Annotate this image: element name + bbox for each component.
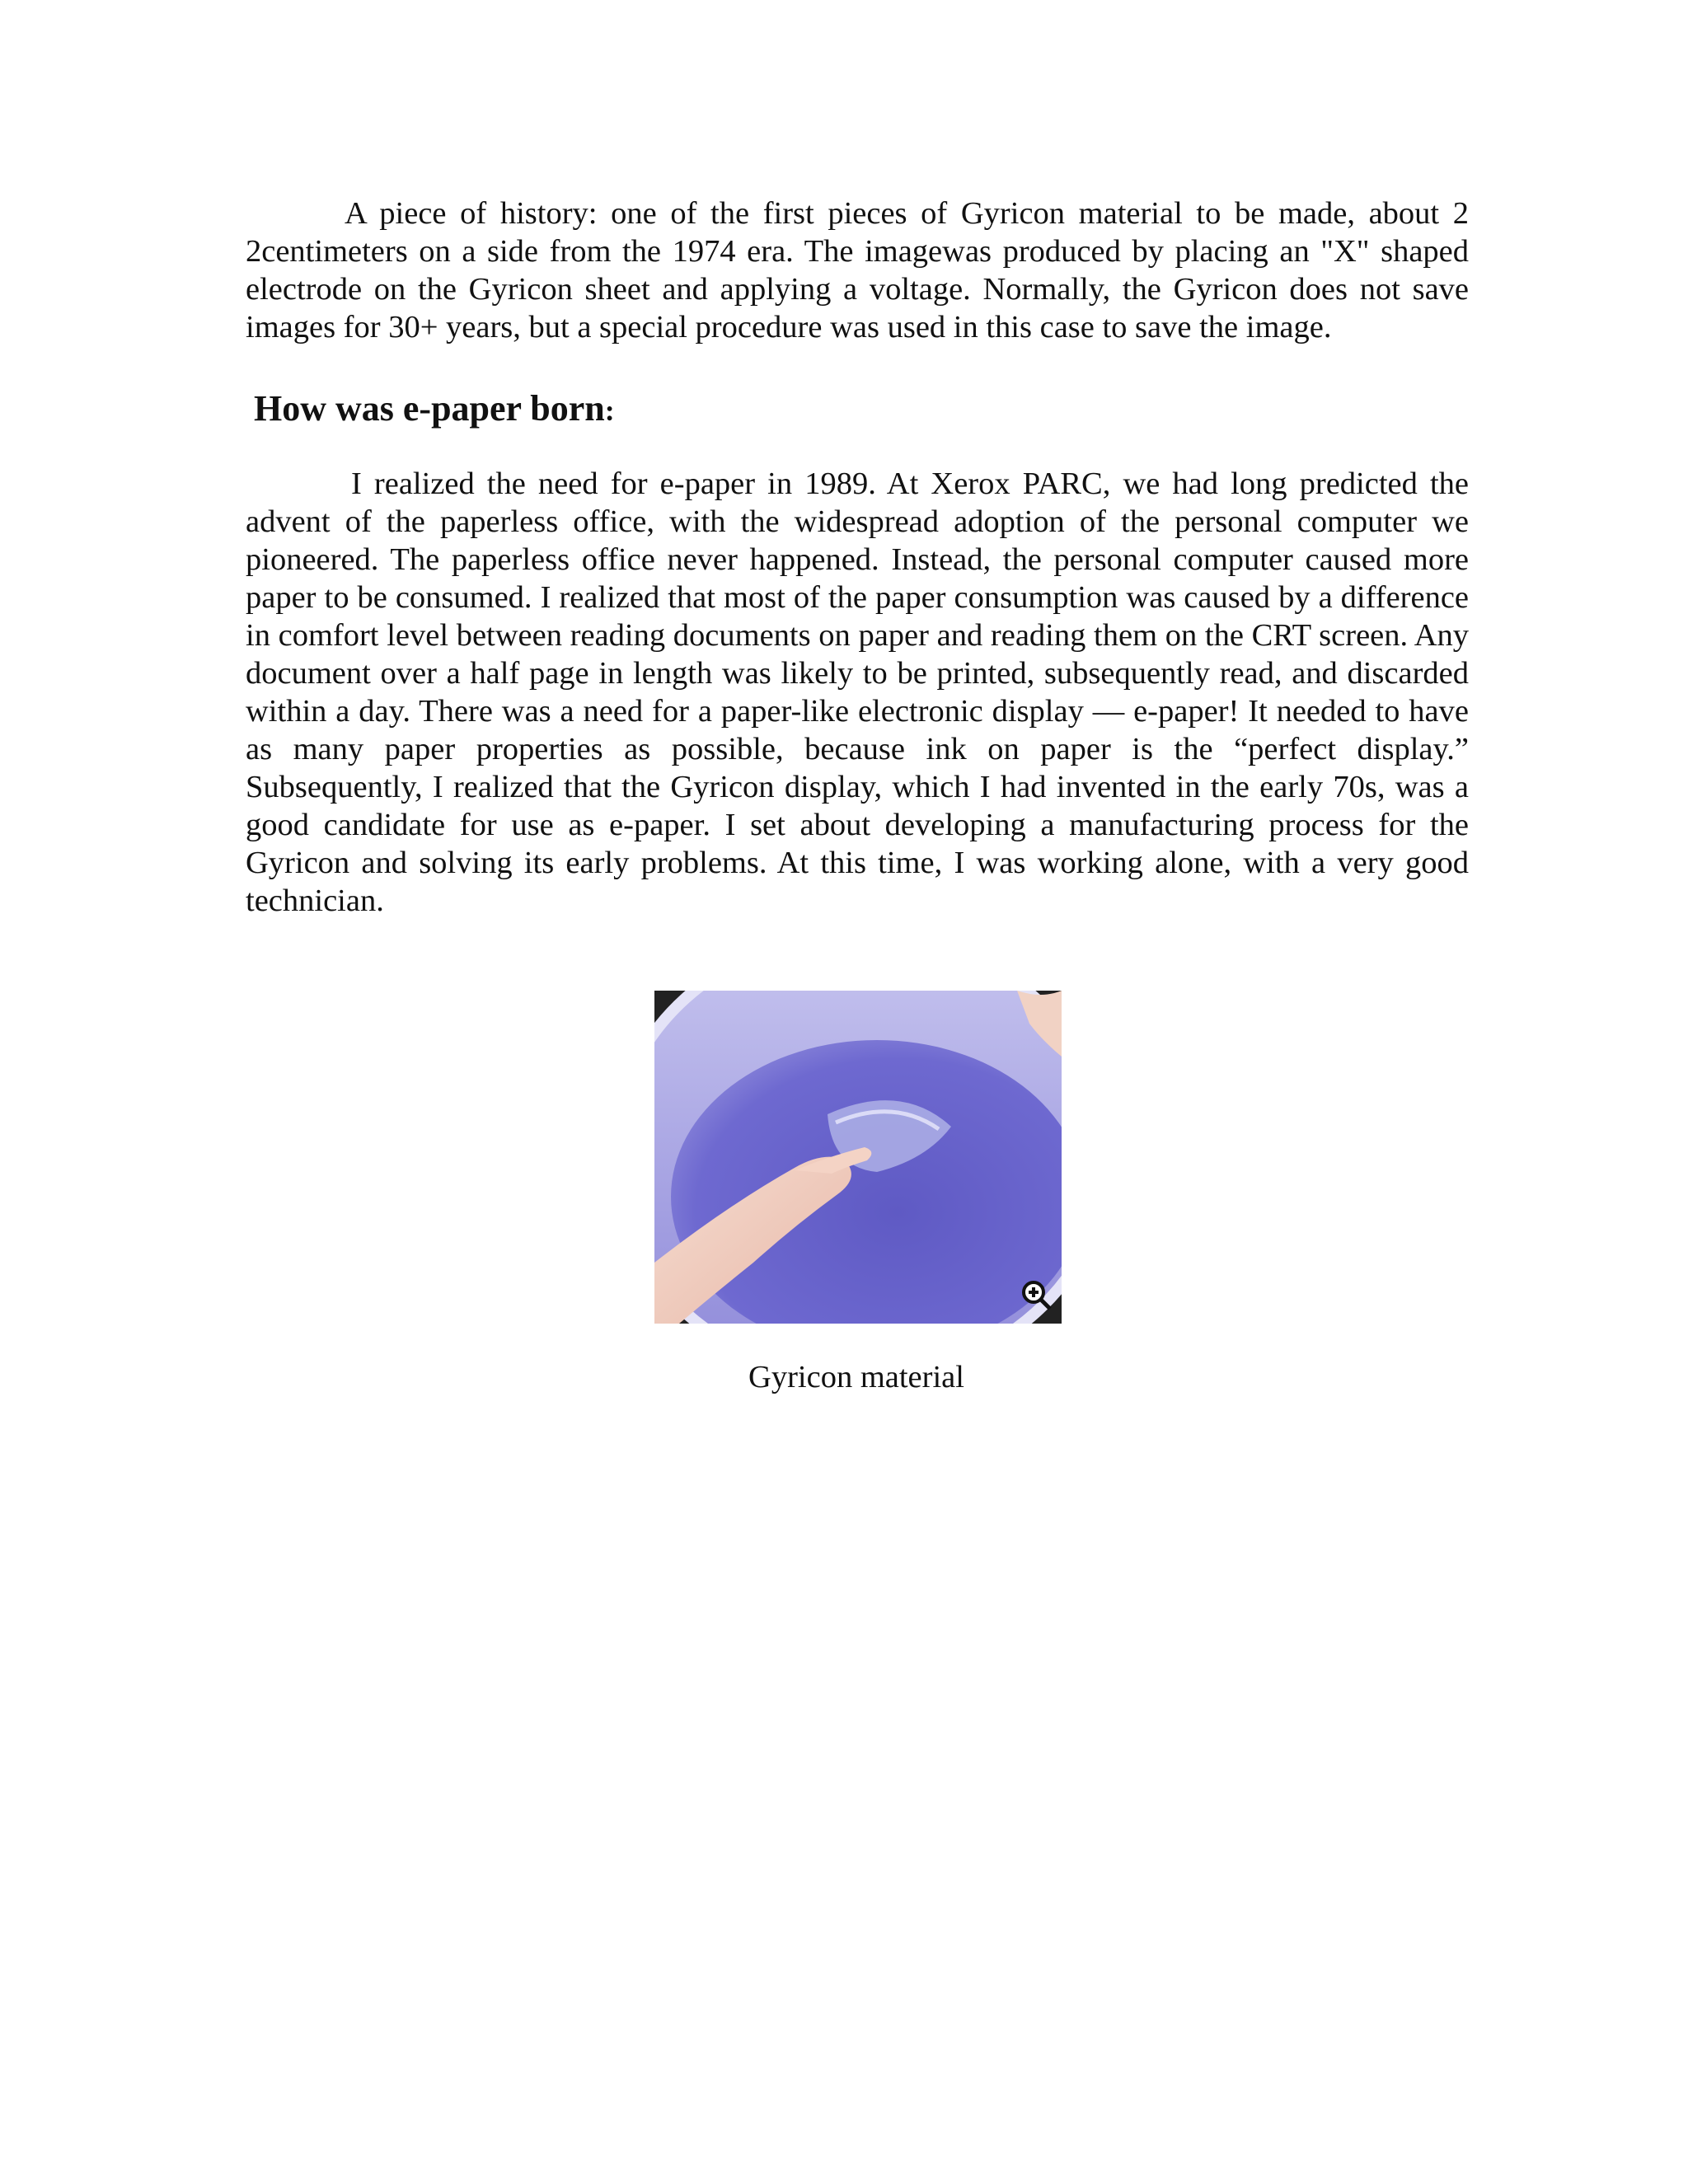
- story-paragraph: I realized the need for e-paper in 1989. At Xerox PARC, we had long predicted the advent of the paperless office, with the widespread adoption of the personal computer we pioneered. The paperless office never happened. Instead, the personal computer caused more paper to be consumed. I realized that most of the paper consumption was caused by a difference in comfort level between reading documents on paper and reading them on the CRT screen. Any document over a half page in length was likely to be printed, subsequently read, and discarded within a day. There was a need for a paper-like electronic display — e-paper! It needed to have as many paper properties as possible, because ink on paper is the “perfect display.” Subsequently, I realized that the Gyricon display, which I had invented in the early 70s, was a good candidate for use as e-paper. I set about developing a manufacturing process for the Gyricon and solving its early problems. At this time, I was working alone, with a very good technician.: [246, 466, 1469, 918]
- intro-paragraph-block: [246, 194, 1469, 346]
- story-paragraph-block: [246, 465, 1469, 920]
- section-heading-colon: :: [604, 394, 615, 427]
- figure-caption: Gyricon material: [748, 1360, 964, 1394]
- section-heading: [254, 386, 615, 434]
- gyricon-photo-illustration: [654, 991, 1062, 1324]
- intro-paragraph: A piece of history: one of the first pieces of Gyricon material to be made, about 2 2centimeters on a side from the 1974 era. The imagewas produced by placing an "X" shaped electrode on the Gyricon sheet and applying a voltage. Normally, the Gyricon does not save images for 30+ years, but a special procedure was used in this case to save the image.: [246, 196, 1469, 344]
- section-heading-text: How was e-paper born: [254, 388, 605, 429]
- gyricon-photo[interactable]: [654, 991, 1062, 1324]
